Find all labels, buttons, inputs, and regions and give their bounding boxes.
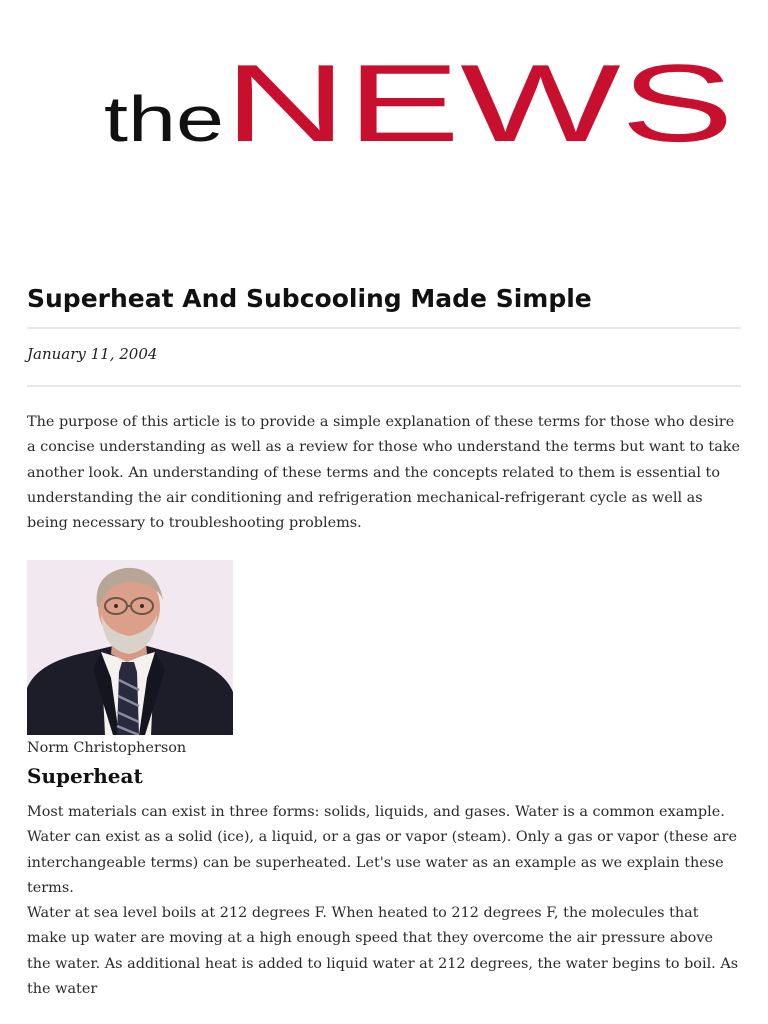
article-date: January 11, 2004 (27, 345, 158, 363)
article-intro: The purpose of this article is to provide a simple explanation of these terms for those who desire a concise understanding as well as a review for those who understand the terms but want to take another look. An understanding of these terms and the concepts related to them is essential to understanding the air conditioning and refrigeration mechanical-refrigerant cycle as well as being necessary to troubleshooting problems. (27, 414, 741, 532)
masthead (0, 0, 768, 160)
title-divider (27, 327, 741, 329)
body-paragraph: Water at sea level boils at 212 degrees F. When heated to 212 degrees F, the molecules that make up water are moving at a high enough speed that they overcome the air pressure above the water. As additional heat is added to liquid water at 212 degrees, the water begins to boil. As the water (27, 905, 739, 998)
article-body (27, 800, 741, 1002)
photo-caption: Norm Christopherson (27, 740, 187, 756)
the-news-logo[interactable] (100, 28, 740, 148)
body-paragraph: Most materials can exist in three forms: solids, liquids, and gases. Water is a common example. Water can exist as a solid (ice), a liquid, or a gas or vapor (steam). Only a gas or vapor (these are interchangeable terms) can be superheated. Let's use water as an example as we explain these terms. (27, 804, 737, 896)
svg-text:the: the (104, 83, 224, 148)
svg-text:NEWS: NEWS (224, 42, 734, 148)
section-heading-superheat: Superheat (27, 764, 143, 788)
article-title: Superheat And Subcooling Made Simple (27, 284, 592, 313)
date-divider (27, 385, 741, 387)
author-photo (27, 560, 233, 735)
